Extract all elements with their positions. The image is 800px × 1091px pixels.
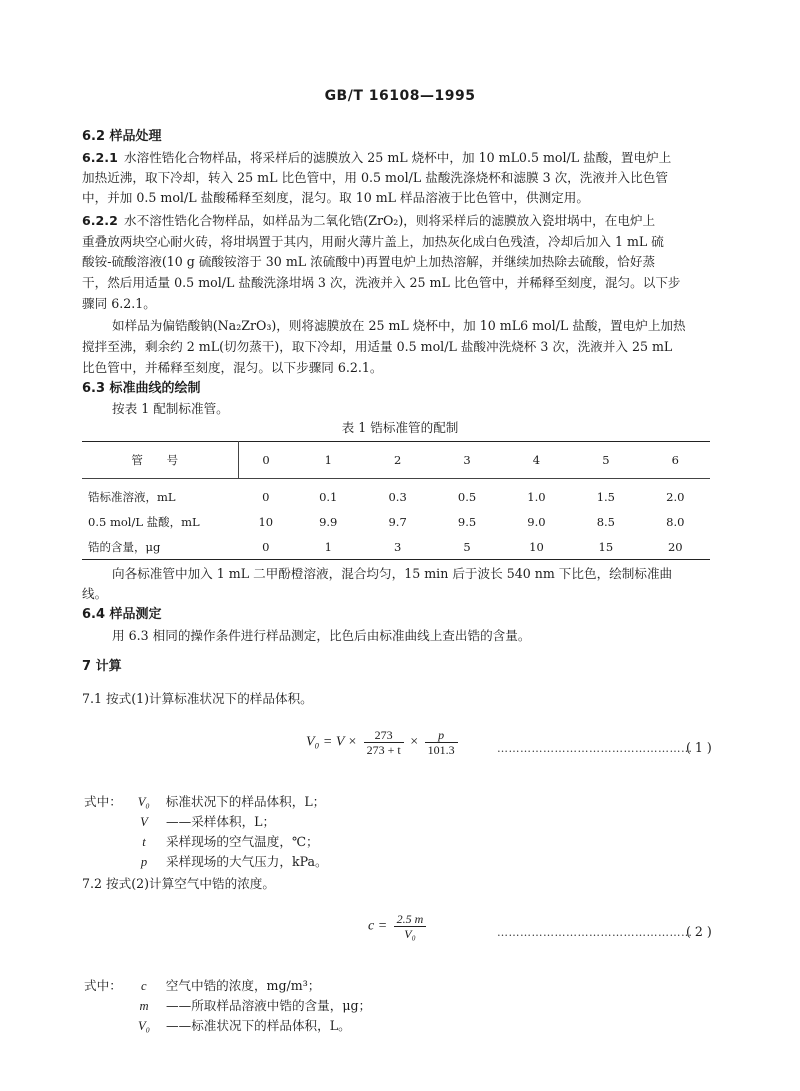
formula-1-lhs: V₀ = V ×	[306, 734, 358, 750]
table-header-cell: 3	[432, 442, 501, 479]
table-cell: 8.0	[666, 514, 685, 529]
table-1-caption: 表 1 锆标准管的配制	[341, 420, 459, 435]
table-cell: 5	[463, 539, 471, 554]
standard-header: GB/T 16108—1995	[324, 88, 476, 104]
formula-1-fraction-2	[425, 728, 458, 757]
table-cell: 10	[258, 514, 274, 529]
table-cell: 15	[598, 539, 614, 554]
section-6-3-title: 6.3 标准曲线的绘制	[82, 381, 201, 396]
definition-prefix: 式中：	[84, 978, 122, 993]
clause-6-2-2-line-2: 重叠放两块空心耐火砖，将坩埚置于其内，用耐火薄片盖上，加热灰化成白色残渣，冷却后加入 1 mL 硫	[82, 234, 664, 249]
clause-6-2-2-line-1: 水不溶性锆化合物样品，如样品为二氧化锆(ZrO₂)，则将采样后的滤膜放入瓷坩埚中，在电炉上	[124, 213, 656, 228]
table-cell: 9.5	[457, 514, 477, 529]
table-row	[82, 509, 710, 534]
table-row-label: 锆的含量，μg	[88, 539, 161, 554]
paragraph-sodium-zirconate-line-1: 如样品为偏锆酸钠(Na₂ZrO₃)，则将滤膜放在 25 mL 烧杯中，加 10 mL6 mol/L 盐酸，置电炉上加热	[112, 318, 686, 333]
formula-1-number: ( 1 )	[686, 740, 712, 755]
formula-2-leader-dots: ……………………………………………	[497, 926, 693, 939]
formula-1-fraction-1-numerator: 273	[364, 728, 404, 743]
formula-1-leader-dots: ……………………………………………	[497, 742, 693, 755]
table-header-row	[82, 442, 710, 479]
definition-text: 采样现场的空气温度，℃；	[166, 834, 319, 849]
table-header-cell: 4	[502, 442, 571, 479]
table-header-label: 管 号	[82, 442, 238, 479]
table-row-label: 0.5 mol/L 盐酸，mL	[88, 514, 200, 529]
formula-1-fraction-2-denominator: 101.3	[427, 743, 455, 757]
formula-1-definitions	[84, 792, 328, 872]
formula-1-fraction-1	[364, 728, 404, 757]
table-header-cell: 1	[294, 442, 363, 479]
section-6-4-title: 6.4 样品测定	[82, 607, 162, 622]
table-header-cell: 0	[238, 442, 294, 479]
definition-row	[84, 832, 328, 852]
formula-2-number: ( 2 )	[686, 924, 712, 939]
definition-text: 空气中锆的浓度，mg/m³；	[165, 978, 321, 993]
table-header-cell: 5	[571, 442, 640, 479]
clause-6-2-2-line-4: 干，然后用适量 0.5 mol/L 盐酸洗涤坩埚 3 次，洗液并入 25 mL 比色管中，并稀释至刻度，混匀。以下步	[82, 275, 681, 290]
definition-row	[84, 812, 328, 832]
table-cell: 1.0	[527, 490, 546, 504]
formula-2	[368, 912, 429, 941]
formula-1-fraction-2-numerator: p	[425, 728, 458, 743]
table-cell: 20	[667, 539, 683, 554]
clause-6-2-2-number: 6.2.2	[82, 213, 118, 228]
table-cell: 10	[529, 539, 544, 554]
clause-6-2-1-number: 6.2.1	[82, 150, 118, 165]
section-6-2-title: 6.2 样品处理	[82, 129, 162, 144]
section-7-title: 7 计算	[82, 659, 122, 674]
section-6-3-after-line-2: 线。	[82, 586, 108, 601]
definition-text: ——标准状况下的样品体积，L。	[166, 1018, 351, 1033]
table-cell: 0	[262, 539, 270, 554]
formula-1	[306, 728, 461, 757]
formula-2-definitions	[84, 976, 371, 1036]
zirconium-standard-table	[82, 441, 710, 560]
table-row	[82, 479, 710, 510]
table-cell: 3	[393, 539, 402, 554]
table-row	[82, 534, 710, 560]
section-6-3-after-line-1: 向各标准管中加入 1 mL 二甲酚橙溶液，混合均匀，15 min 后于波长 540 nm 下比色，绘制标准曲	[112, 566, 673, 581]
definition-symbol: c	[140, 979, 147, 993]
table-cell: 1	[324, 539, 332, 554]
formula-2-numerator: 2.5 m	[394, 912, 427, 927]
definition-symbol: m	[139, 999, 149, 1013]
definition-text: 采样现场的大气压力，kPa。	[166, 854, 328, 869]
table-cell: 0	[262, 490, 270, 504]
definition-symbol: V	[140, 815, 148, 829]
formula-1-times: ×	[410, 734, 419, 750]
table-row-label: 锆标准溶液，mL	[88, 490, 176, 504]
paragraph-sodium-zirconate-line-2: 搅拌至沸，剩余约 2 mL(切勿蒸干)，取下冷却，用适量 0.5 mol/L 盐酸冲洗烧杯 3 次，洗液并入 25 mL	[82, 339, 673, 354]
clause-7-1-text: 7.1 按式(1)计算标准状况下的样品体积。	[82, 691, 313, 706]
formula-2-lhs: c =	[368, 918, 388, 934]
definition-text: ——采样体积，L；	[166, 814, 276, 829]
clause-6-2-2-line-3: 酸铵-硫酸溶液(10 g 硫酸铵溶于 30 mL 浓硫酸中)再置电炉上加热溶解，并继续加热除去硫酸，恰好蒸	[82, 254, 656, 269]
clause-6-2-2-line-5: 骤同 6.2.1。	[82, 296, 156, 311]
formula-1-fraction-1-denominator: 273 + t	[366, 743, 401, 757]
table-header-cell: 6	[641, 442, 710, 479]
table-cell: 8.5	[596, 514, 615, 529]
definition-row	[84, 1016, 371, 1036]
section-6-4-text: 用 6.3 相同的操作条件进行样品测定，比色后由标准曲线上查出锆的含量。	[112, 628, 531, 643]
definition-text: 标准状况下的样品体积，L；	[165, 794, 326, 809]
clause-7-2-text: 7.2 按式(2)计算空气中锆的浓度。	[82, 876, 275, 891]
definition-symbol: t	[142, 835, 146, 849]
definition-text: ——所取样品溶液中锆的含量，μg；	[166, 998, 372, 1013]
definition-row	[84, 852, 328, 872]
definition-row	[84, 996, 371, 1016]
table-cell: 0.1	[319, 490, 338, 504]
clause-6-2-1-line-2: 加热近沸，取下冷却，转入 25 mL 比色管中，用 0.5 mol/L 盐酸洗涤烧杯和滤膜 3 次，洗液并入比色管	[82, 170, 668, 185]
table-cell: 2.0	[666, 490, 685, 504]
definition-symbol: V₀	[137, 1019, 151, 1033]
paragraph-sodium-zirconate-line-3: 比色管中，并稀释至刻度，混匀。以下步骤同 6.2.1。	[82, 360, 383, 375]
table-cell: 1.5	[596, 490, 615, 504]
table-cell: 9.0	[527, 514, 546, 529]
formula-2-denominator: V₀	[404, 927, 416, 941]
table-cell: 0.5	[457, 490, 477, 504]
table-cell: 9.9	[319, 514, 338, 529]
table-cell: 9.7	[388, 514, 407, 529]
definition-row	[84, 976, 371, 996]
formula-2-fraction	[394, 912, 427, 941]
definition-symbol: p	[140, 855, 148, 869]
definition-prefix: 式中：	[84, 794, 122, 809]
definition-row	[84, 792, 328, 812]
definition-symbol: V₀	[137, 795, 150, 809]
section-6-3-intro: 按表 1 配制标准管。	[112, 401, 229, 416]
table-cell: 0.3	[388, 490, 407, 504]
clause-6-2-1-line-3: 中，并加 0.5 mol/L 盐酸稀释至刻度，混匀。取 10 mL 样品溶液于比色管中，供测定用。	[82, 190, 589, 205]
clause-6-2-1-line-1: 水溶性锆化合物样品，将采样后的滤膜放入 25 mL 烧杯中，加 10 mL0.5 mol/L 盐酸，置电炉上	[124, 150, 672, 165]
table-header-cell: 2	[363, 442, 432, 479]
